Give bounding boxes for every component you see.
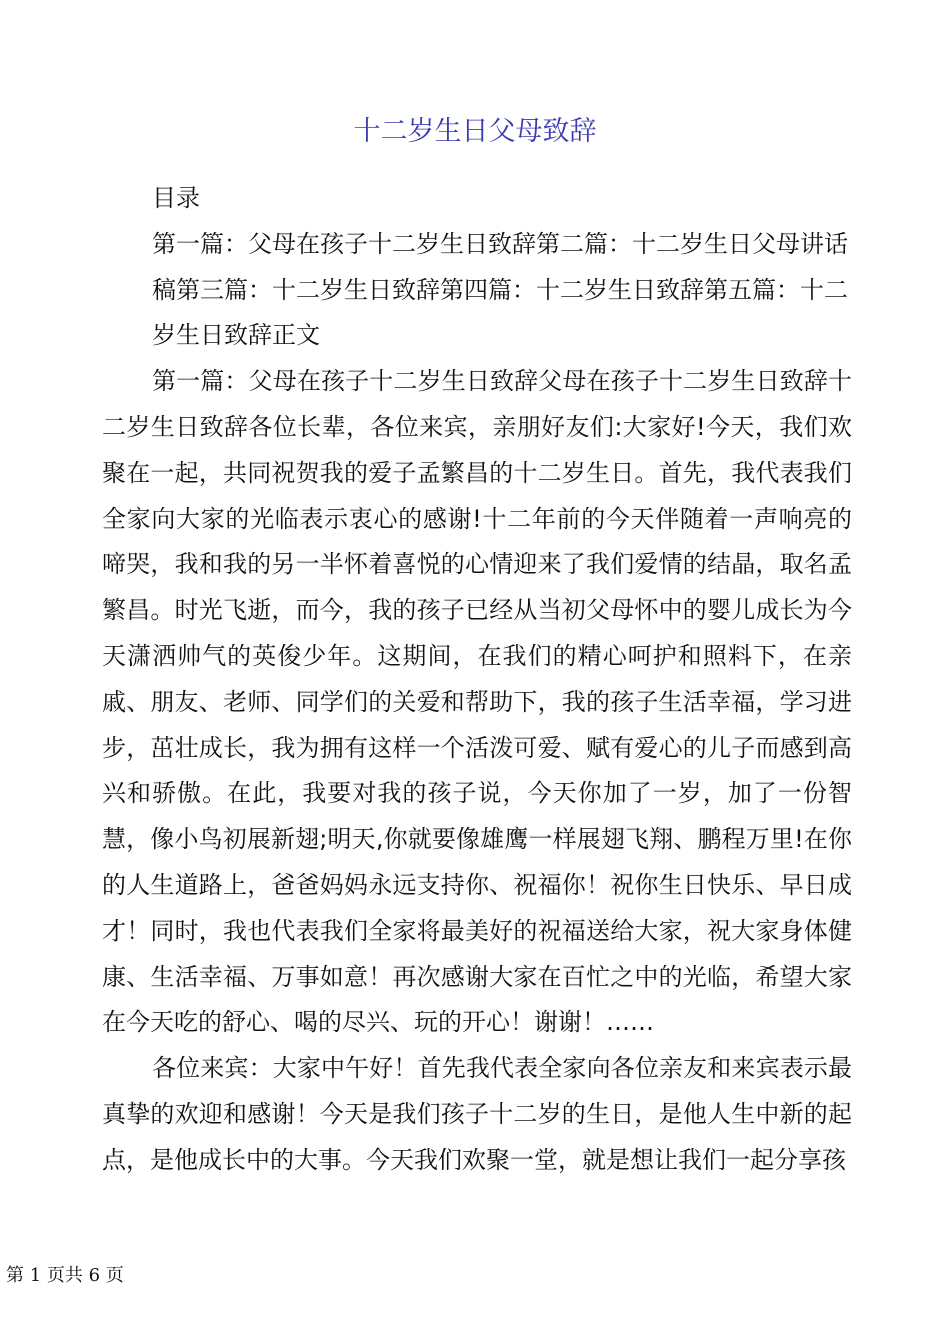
page-indicator: 第 1 页共 6 页 <box>6 1265 124 1286</box>
paragraph: 各位来宾：大家中午好！首先我代表全家向各位亲友和来宾表示最真挚的欢迎和感谢！今天是我们孩子十二岁的生日，是他人生中新的起点，是他成长中的大事。今天我们欢聚一堂，就是想让我们一起分享孩 <box>102 1054 852 1174</box>
page-title: 十二岁生日父母致辞 <box>353 116 597 147</box>
document-body <box>102 176 852 1184</box>
paragraph: 第一篇：父母在孩子十二岁生日致辞父母在孩子十二岁生日致辞十二岁生日致辞各位长辈，各位来宾，亲朋好友们:大家好!今天，我们欢聚在一起，共同祝贺我的爱子孟繁昌的十二岁生日。首先，我代表我们全家向大家的光临表示衷心的感谢!十二年前的今天伴随着一声响亮的啼哭，我和我的另一半怀着喜悦的心情迎来了我们爱情的结晶，取名孟繁昌。时光飞逝，而今，我的孩子已经从当初父母怀中的婴儿成长为今天潇洒帅气的英俊少年。这期间，在我们的精心呵护和照料下，在亲戚、朋友、老师、同学们的关爱和帮助下，我的孩子生活幸福，学习进步，茁壮成长，我为拥有这样一个活泼可爱、赋有爱心的儿子而感到高兴和骄傲。在此，我要对我的孩子说，今天你加了一岁，加了一份智慧，像小鸟初展新翅;明天,你就要像雄鹰一样展翅飞翔、鹏程万里!在你的人生道路上，爸爸妈妈永远支持你、祝福你！祝你生日快乐、早日成才！同时，我也代表我们全家将最美好的祝福送给大家，祝大家身体健康、生活幸福、万事如意！再次感谢大家在百忙之中的光临，希望大家在今天吃的舒心、喝的尽兴、玩的开心！谢谢！…… <box>102 367 852 1037</box>
toc-body: 第一篇：父母在孩子十二岁生日致辞第二篇：十二岁生日父母讲话稿第三篇：十二岁生日致辞第四篇：十二岁生日致辞第五篇：十二岁生日致辞正文 <box>152 229 848 350</box>
toc-heading: 目录 <box>152 184 200 212</box>
